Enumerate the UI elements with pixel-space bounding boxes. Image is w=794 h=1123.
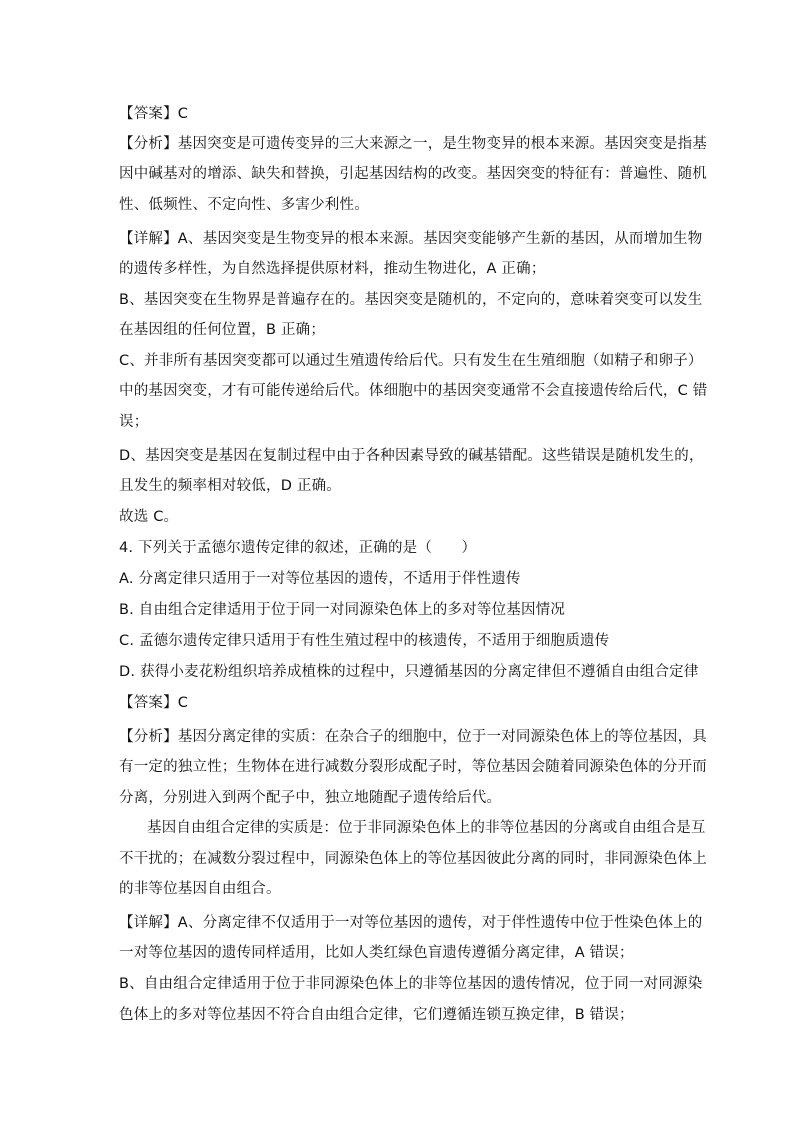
analysis-q3-line-2: 因中碱基对的增添、缺失和替换，引起基因结构的改变。基因突变的特征有：普遍性、随机	[119, 166, 707, 182]
analysis-q4-line-4: 基因自由组合定律的实质是：位于非同源染色体上的非等位基因的分离或自由组合是互	[147, 820, 706, 836]
answer-q4: 【答案】C	[119, 695, 189, 711]
detail-q3-option-b-line-1: B、基因突变在生物界是普遍存在的。基因突变是随机的，不定向的，意味着突变可以发生	[119, 292, 703, 308]
analysis-q4-line-1: 【分析】基因分离定律的实质：在杂合子的细胞中，位于一对同源染色体上的等位基因，具	[119, 729, 707, 745]
detail-q3-option-d-line-2: 且发生的频率相对较低，D 正确。	[119, 478, 341, 494]
question-4-option-c: C. 孟德尔遗传定律只适用于有性生殖过程中的核遗传，不适用于细胞质遗传	[119, 633, 610, 649]
detail-q3-option-d-line-1: D、基因突变是基因在复制过程中由于各种因素导致的碱基错配。这些错误是随机发生的，	[119, 448, 704, 464]
analysis-q3-line-1: 【分析】基因突变是可遗传变异的三大来源之一，是生物变异的根本来源。基因突变是指基	[119, 136, 707, 152]
analysis-q4-line-2: 有一定的独立性；生物体在进行减数分裂形成配子时，等位基因会随着同源染色体的分开而	[119, 759, 707, 775]
analysis-q3-line-3: 性、低频性、不定向性、多害少利性。	[119, 197, 369, 213]
question-4-option-b: B. 自由组合定律适用于位于同一对同源染色体上的多对等位基因情况	[119, 602, 566, 618]
answer-q3: 【答案】C	[119, 106, 189, 122]
detail-q4-option-b-line-2: 色体上的多对等位基因不符合自由组合定律，它们遵循连锁互换定律，B 错误；	[119, 1007, 634, 1023]
question-4-option-a: A. 分离定律只适用于一对等位基因的遗传，不适用于伴性遗传	[119, 571, 521, 587]
analysis-q4-line-5: 不干扰的；在减数分裂过程中，同源染色体上的等位基因彼此分离的同时，非同源染色体上	[119, 851, 707, 867]
question-4-option-d: D. 获得小麦花粉组织培养成植株的过程中，只遵循基因的分离定律但不遵循自由组合定律	[119, 664, 699, 680]
detail-q3-option-b-line-2: 在基因组的任何位置，B 正确；	[119, 322, 326, 338]
detail-q4-line-1: 【详解】A、分离定律不仅适用于一对等位基因的遗传，对于伴性遗传中位于性染色体上的	[119, 915, 703, 931]
detail-q3-option-c-line-1: C、并非所有基因突变都可以通过生殖遗传给后代。只有发生在生殖细胞（如精子和卵子）	[119, 353, 703, 369]
detail-q4-line-2: 一对等位基因的遗传同样适用，比如人类红绿色盲遗传遵循分离定律，A 错误；	[119, 945, 634, 961]
analysis-q4-line-6: 的非等位基因自由组合。	[119, 881, 281, 897]
detail-q4-option-b-line-1: B、自由组合定律适用于位于非同源染色体上的非等位基因的遗传情况，位于同一对同源染	[119, 976, 703, 992]
analysis-q4-line-3: 分离，分别进入到两个配子中，独立地随配子遗传给后代。	[119, 790, 502, 806]
detail-q3-option-c-line-2: 中的基因突变，才有可能传递给后代。体细胞中的基因突变通常不会直接遗传给后代，C 错	[119, 383, 708, 399]
question-4-stem: 4. 下列关于孟德尔遗传定律的叙述，正确的是（ ）	[119, 540, 477, 556]
detail-q3-option-c-line-3: 误；	[119, 414, 149, 430]
conclusion-q3: 故选 C。	[119, 509, 179, 525]
detail-q3-line-1: 【详解】A、基因突变是生物变异的根本来源。基因突变能够产生新的基因，从而增加生物	[119, 231, 703, 247]
detail-q3-line-2: 的遗传多样性，为自然选择提供原材料，推动生物进化，A 正确；	[119, 261, 546, 277]
